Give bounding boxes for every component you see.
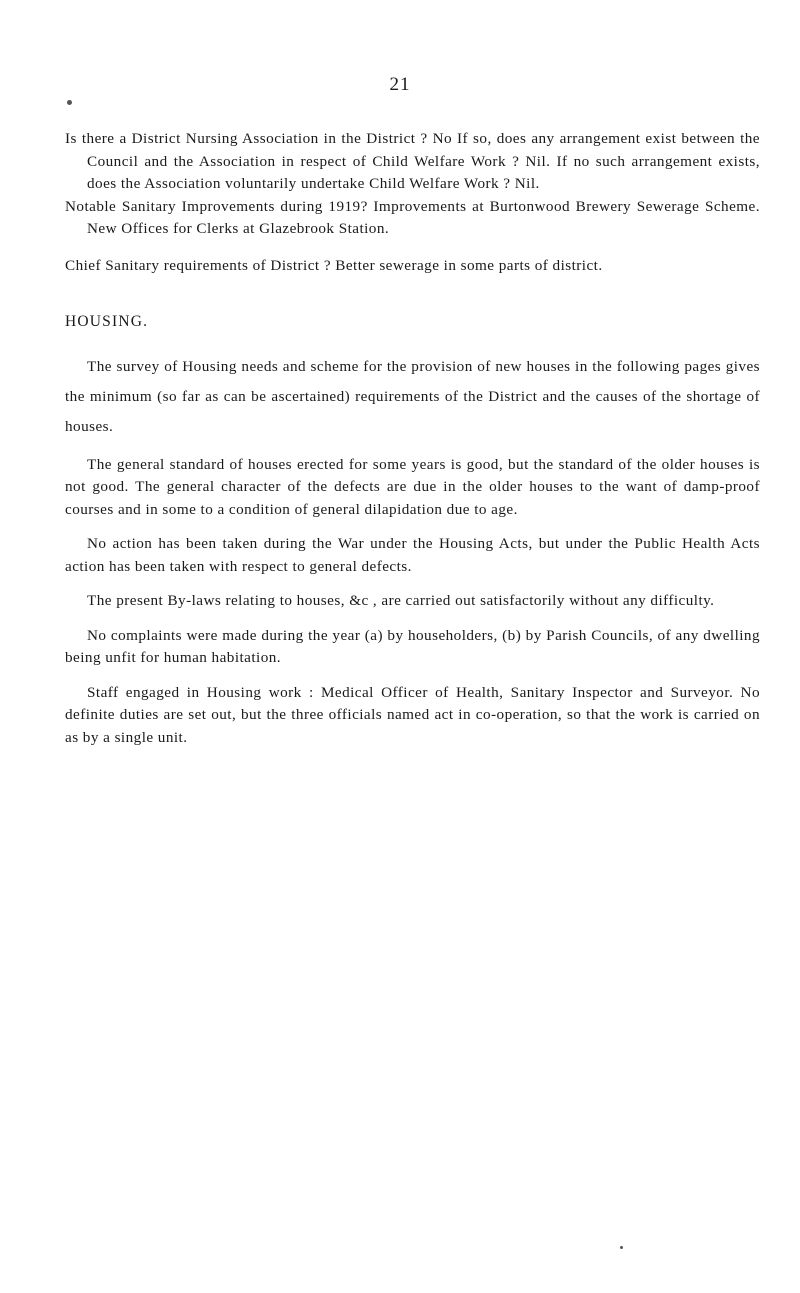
housing-heading: HOUSING. [65, 313, 149, 330]
housing-survey-paragraph: The survey of Housing needs and scheme for the provision of new houses in the following pages gives the minimum (so far as can be ascertained) requirements of the District and the causes of the shortage of houses. [65, 357, 760, 435]
sanitary-requirements-entry: Chief Sanitary requirements of District ? Better sewerage in some parts of district. [65, 256, 603, 274]
district-nursing-entry: Is there a District Nursing Association in the District ? No If so, does any arrangement exist between the Council and the Association in respect of Child Welfare Work ? Nil. If no such arrangement exists, does the Association voluntarily undertake Child Welfare Work ? Nil. [65, 130, 760, 192]
page-body [65, 128, 760, 761]
page-number: 21 [389, 74, 411, 95]
housing-staff-paragraph: Staff engaged in Housing work : Medical Officer of Health, Sanitary Inspector and Surveyor. No definite duties are set out, but the three officials named act in co-operation, so that the work is carried on as by a single unit. [65, 683, 760, 746]
housing-bylaws-paragraph: The present By-laws relating to houses, &c , are carried out satisfactorily without any difficulty. [87, 592, 715, 609]
print-speck [620, 1246, 623, 1249]
sanitary-improvements-entry: Notable Sanitary Improvements during 1919? Improvements at Burtonwood Brewery Sewerage Scheme. New Offices for Clerks at Glazebrook Station. [65, 197, 760, 237]
print-speck [67, 100, 72, 105]
housing-action-paragraph: No action has been taken during the War under the Housing Acts, but under the Public Health Acts action has been taken with respect to general defects. [65, 535, 760, 575]
housing-complaints-paragraph: No complaints were made during the year (a) by householders, (b) by Parish Councils, of any dwelling being unfit for human habitation. [65, 626, 760, 666]
housing-standard-paragraph: The general standard of houses erected for some years is good, but the standard of the older houses is not good. The general character of the defects are due in the older houses to the want of damp-proof courses and in some to a condition of general dilapidation due to age. [65, 455, 760, 518]
